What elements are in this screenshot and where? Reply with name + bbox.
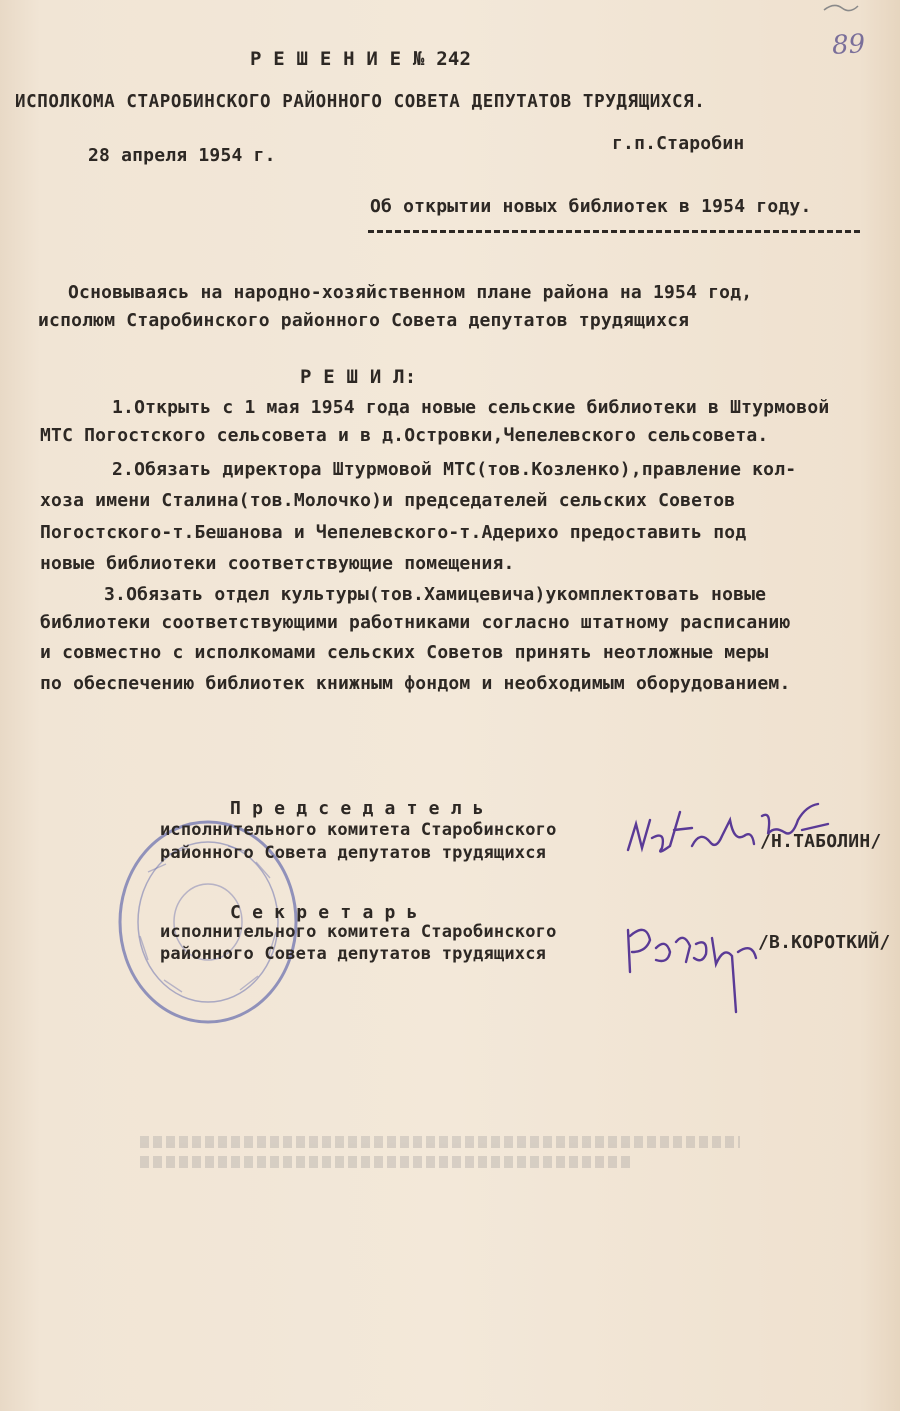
chairman-office-line-1: исполнительного комитета Старобинского bbox=[160, 820, 557, 840]
secretary-name: /В.КОРОТКИЙ/ bbox=[758, 932, 891, 953]
chairman-signature bbox=[622, 790, 837, 875]
document-subject: Об открытии новых библиотек в 1954 году. bbox=[370, 196, 812, 217]
secretary-title: С е к р е т а р ь bbox=[230, 902, 418, 923]
point-line-9: и совместно с исполкомами сельских Советов принять неотложные меры bbox=[40, 642, 769, 663]
chairman-name: /Н.ТАБОЛИН/ bbox=[760, 831, 882, 852]
document-date: 28 апреля 1954 г. bbox=[88, 145, 276, 166]
point-line-3: 2.Обязать директора Штурмовой МТС(тов.Козленко),правление кол- bbox=[112, 459, 797, 480]
point-line-1: 1.Открыть с 1 мая 1954 года новые сельские библиотеки в Штурмовой bbox=[112, 397, 830, 418]
issuer-line: ИСПОЛКОМА СТАРОБИНСКОГО РАЙОННОГО СОВЕТА ДЕПУТАТОВ ТРУДЯЩИХСЯ. bbox=[15, 92, 706, 112]
chairman-title: П р е д с е д а т е л ь bbox=[230, 798, 484, 819]
chairman-office-line-2: районного Совета депутатов трудящихся bbox=[160, 843, 547, 863]
point-line-7: 3.Обязать отдел культуры(тов.Хамицевича)укомплектовать новые bbox=[104, 584, 767, 605]
preamble-line-1: Основываясь на народно-хозяйственном плане района на 1954 год, bbox=[68, 282, 753, 303]
preamble-line-2: исполюм Старобинского районного Совета депутатов трудящихся bbox=[38, 310, 690, 331]
subject-underline bbox=[368, 230, 860, 233]
resolved-heading: Р Е Ш И Л: bbox=[300, 366, 417, 388]
secretary-signature bbox=[620, 912, 770, 1022]
point-line-5: Погостского-т.Бешанова и Чепелевского-т.Адерихо предоставить под bbox=[40, 522, 747, 543]
secretary-office-line-1: исполнительного комитета Старобинского bbox=[160, 922, 557, 942]
document-title: Р Е Ш Е Н И Е № 242 bbox=[250, 48, 472, 70]
corner-pencil-mark bbox=[820, 0, 860, 14]
page-number: 89 bbox=[831, 29, 866, 61]
point-line-2: МТС Погостского сельсовета и в д.Островки,Чепелевского сельсовета. bbox=[40, 425, 769, 446]
document-place: г.п.Старобин bbox=[612, 133, 745, 154]
point-line-10: по обеспечению библиотек книжным фондом и необходимым оборудованием. bbox=[40, 673, 791, 694]
point-line-6: новые библиотеки соответствующие помещения. bbox=[40, 553, 515, 574]
bleed-through-text bbox=[140, 1128, 740, 1188]
secretary-office-line-2: районного Совета депутатов трудящихся bbox=[160, 944, 547, 964]
point-line-8: библиотеки соответствующими работниками согласно штатному расписанию bbox=[40, 612, 791, 633]
point-line-4: хоза имени Сталина(тов.Молочко)и председателей сельских Советов bbox=[40, 490, 736, 511]
